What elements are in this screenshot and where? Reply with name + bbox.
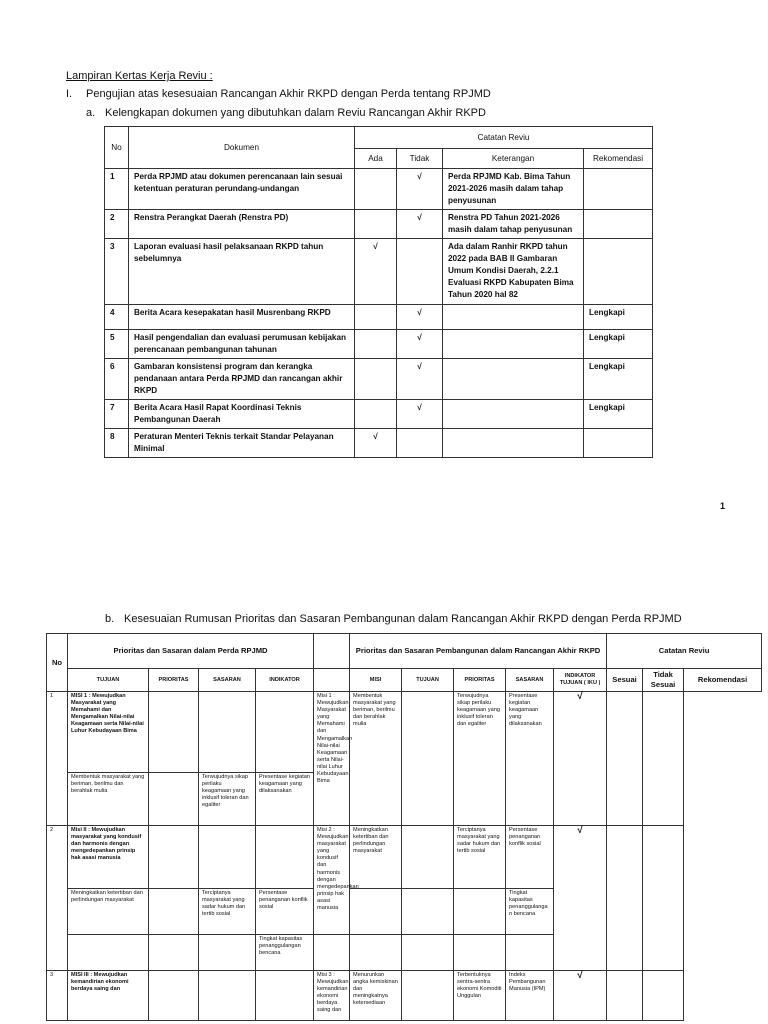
cell-sub2-misi	[314, 935, 350, 971]
cell-no: 7	[105, 400, 129, 429]
cell-tidak: √	[397, 359, 443, 400]
cell-no: 5	[105, 330, 129, 359]
table-row	[105, 239, 653, 305]
header-sesuai: Sesuai	[607, 669, 643, 692]
cell-sub-indikator: Persentase penanganan konflik sosial	[256, 889, 314, 935]
header-tujuan-rkpd: TUJUAN	[402, 669, 454, 692]
cell-keterangan	[443, 330, 584, 359]
cell-rekomendasi: Lengkapi	[584, 359, 653, 400]
header-no: No	[105, 127, 129, 169]
table-row	[105, 359, 653, 400]
cell-no: 8	[105, 429, 129, 458]
cell-misi: Misi 2 : Mewujudkan masyarakat yang kondusif dan harmonis dengan mengedepankan prinsip hak asasi manusia	[314, 826, 350, 935]
cell-sub-sasaran: Terciptanya masyarakat yang sadar hukum dan tertib sosial	[199, 889, 256, 935]
cell-sub-prioritas-rkpd	[402, 889, 454, 935]
cell-sub2-indikator: Tingkat kapasitas penanggulangan bencana	[256, 935, 314, 971]
item-b-number: b.	[105, 613, 115, 625]
cell-sub2-prioritas	[149, 935, 199, 971]
cell-keterangan: Perda RPJMD Kab. Bima Tahun 2021-2026 masih dalam tahap penyusunan	[443, 169, 584, 210]
header-misi: MISI	[350, 669, 402, 692]
item-b-text: Kesesuaian Rumusan Prioritas dan Sasaran Pembangunan dalam Rancangan Akhir RKPD dengan Perda RPJMD	[124, 613, 682, 625]
cell-sub-prioritas	[149, 889, 199, 935]
cell-prioritas-rkpd	[402, 971, 454, 1021]
cell-prioritas	[149, 826, 199, 889]
cell-sub-indikator: Presentase kegiatan keagamaan yang dilaksanakan	[256, 773, 314, 826]
header-rpjmd-gap	[314, 634, 350, 669]
table-row	[105, 169, 653, 210]
cell-no: 1	[47, 692, 68, 826]
cell-keterangan: Ada dalam Ranhir RKPD tahun 2022 pada BAB II Gambaran Umum Kondisi Daerah, 2.2.1 Evaluasi RKPD Kabupaten Bima Tahun 2020 hal 82	[443, 239, 584, 305]
cell-no: 3	[47, 971, 68, 1021]
cell-sub-tujuan: Membentuk masyarakat yang beriman, berilmu dan berahlak mulia	[68, 773, 149, 826]
cell-dokumen: Gambaran konsistensi program dan kerangka pendanaan antara Perda RPJMD dan rancangan akhir RKPD	[129, 359, 355, 400]
cell-dokumen: Berita Acara Hasil Rapat Koordinasi Teknis Pembangunan Daerah	[129, 400, 355, 429]
cell-rekomendasi	[643, 971, 684, 1021]
header-catatan-reviu: Catatan Reviu	[607, 634, 762, 669]
cell-tujuan-rkpd: Menurunkan angka kemiskinan dan meningkatnya ketersediaan	[350, 971, 402, 1021]
cell-tidak: √	[397, 210, 443, 239]
cell-ada	[355, 305, 397, 330]
cell-sub2-tujuan-rkpd	[350, 935, 402, 971]
table-row	[47, 971, 762, 1021]
cell-sub-indikator-tujuan: Tingkat kapasitas penanggulanga n bencana	[506, 889, 554, 935]
cell-dokumen: Renstra Perangkat Daerah (Renstra PD)	[129, 210, 355, 239]
cell-tidak-sesuai	[607, 971, 643, 1021]
cell-prioritas	[149, 971, 199, 1021]
cell-tujuan-rkpd: Meningkatkan ketertiban dan perlindungan masyarakat	[350, 826, 402, 889]
cell-indikator-tujuan: Indeks Pembangunan Manusia (IPM)	[506, 971, 554, 1021]
cell-tidak-sesuai	[607, 692, 643, 826]
cell-ada	[355, 210, 397, 239]
cell-keterangan	[443, 400, 584, 429]
header-sasaran-rkpd: SASARAN	[506, 669, 554, 692]
cell-indikator	[256, 692, 314, 773]
cell-sub2-tujuan	[68, 935, 149, 971]
header-indikator: INDIKATOR	[256, 669, 314, 692]
cell-no: 2	[47, 826, 68, 971]
cell-indikator-tujuan: Persentase penanganan konflik sosial	[506, 826, 554, 889]
header-tujuan: TUJUAN	[68, 669, 149, 692]
cell-sasaran-rkpd: Terbentuknya sentra-sentra ekonomi Komoditi Unggulan	[454, 971, 506, 1021]
header-rekomendasi: Rekomendasi	[584, 149, 653, 169]
cell-dokumen: Peraturan Menteri Teknis terkait Standar Pelayanan Minimal	[129, 429, 355, 458]
header-rkpd: Prioritas dan Sasaran Pembangunan dalam Rancangan Akhir RKPD	[350, 634, 607, 669]
cell-tidak: √	[397, 169, 443, 210]
cell-rekomendasi: Lengkapi	[584, 305, 653, 330]
cell-no: 4	[105, 305, 129, 330]
cell-sub2-sasaran-rkpd	[454, 935, 506, 971]
header-spacer	[314, 669, 350, 692]
cell-sub-sasaran: Terwujudnya sikap perilaku keagamaan yang inklusif toleran dan egaliter	[199, 773, 256, 826]
cell-no: 6	[105, 359, 129, 400]
header-prioritas: PRIORITAS	[149, 669, 199, 692]
cell-no: 1	[105, 169, 129, 210]
header-ada: Ada	[355, 149, 397, 169]
cell-keterangan	[443, 305, 584, 330]
cell-keterangan: Renstra PD Tahun 2021-2026 masih dalam tahap penyusunan	[443, 210, 584, 239]
cell-sesuai: √	[554, 826, 607, 971]
cell-sub2-indikator-tujuan	[506, 935, 554, 971]
header-rpjmd: Prioritas dan Sasaran dalam Perda RPJMD	[68, 634, 314, 669]
table-row	[47, 826, 762, 889]
cell-keterangan	[443, 429, 584, 458]
priority-alignment-table	[46, 633, 762, 1021]
cell-tidak	[397, 239, 443, 305]
cell-sub2-sasaran	[199, 935, 256, 971]
cell-sub-tujuan: Meningkatkan ketertiban dan perlindungan masyarakat	[68, 889, 149, 935]
cell-rekomendasi	[584, 210, 653, 239]
cell-rekomendasi	[643, 692, 684, 826]
cell-rekomendasi: Lengkapi	[584, 330, 653, 359]
cell-tidak: √	[397, 400, 443, 429]
cell-dokumen: Hasil pengendalian dan evaluasi perumusan kebijakan perencanaan pembangunan tahunan	[129, 330, 355, 359]
cell-dokumen: Perda RPJMD atau dokumen perencanaan lain sesuai ketentuan peraturan perundang-undangan	[129, 169, 355, 210]
header-no: No	[47, 634, 68, 692]
table-row	[47, 692, 762, 773]
cell-misi: Misi 1 : Mewujudkan Masyarakat yang Memahami dan Mengamalkan Nilai-nilai Keagamaan serta Nilai-nilai Luhur Kebudayaan Bima	[314, 692, 350, 826]
cell-rekomendasi: Lengkapi	[584, 400, 653, 429]
cell-tidak: √	[397, 305, 443, 330]
cell-dokumen: Berita Acara kesepakatan hasil Musrenbang RKPD	[129, 305, 355, 330]
header-rekomendasi: Rekomendasi	[684, 669, 762, 692]
header-prioritas-rkpd: PRIORITAS	[454, 669, 506, 692]
cell-no: 2	[105, 210, 129, 239]
cell-prioritas-rkpd	[402, 826, 454, 889]
cell-sub2-prioritas-rkpd	[402, 935, 454, 971]
cell-dokumen: Laporan evaluasi hasil pelaksanaan RKPD tahun sebelumnya	[129, 239, 355, 305]
cell-ada	[355, 330, 397, 359]
cell-tujuan-rkpd: Membentuk masyarakat yang beriman, berilmu dan berahlak mulia	[350, 692, 402, 826]
cell-sasaran	[199, 692, 256, 773]
item-a-text: Kelengkapan dokumen yang dibutuhkan dalam Reviu Rancangan Akhir RKPD	[105, 107, 486, 119]
header-sasaran: SASARAN	[199, 669, 256, 692]
cell-tujuan: MISI III : Mewujudkan kemandirian ekonomi berdaya saing dan	[68, 971, 149, 1021]
cell-prioritas	[149, 692, 199, 773]
document-completeness-table	[104, 126, 653, 458]
cell-tidak-sesuai	[607, 826, 643, 971]
cell-no: 3	[105, 239, 129, 305]
cell-rekomendasi	[584, 429, 653, 458]
cell-sesuai: √	[554, 692, 607, 826]
cell-sub-prioritas	[149, 773, 199, 826]
table-row	[105, 400, 653, 429]
header-catatan-reviu: Catatan Reviu	[355, 127, 653, 149]
cell-ada	[355, 400, 397, 429]
cell-ada	[355, 359, 397, 400]
cell-ada: √	[355, 239, 397, 305]
cell-misi: Misi 3 : Mewujudkan kemandirian ekonomi berdaya saing dan	[314, 971, 350, 1021]
cell-sub-tujuan-rkpd	[350, 889, 402, 935]
table-row	[105, 429, 653, 458]
cell-rekomendasi	[584, 169, 653, 210]
cell-tujuan: Misi II : Mewujudkan masyarakat yang kondusif dan harmonis dengan mengedepankan prinsip hak asasi manusia	[68, 826, 149, 889]
header-keterangan: Keterangan	[443, 149, 584, 169]
cell-tidak	[397, 429, 443, 458]
cell-sasaran	[199, 971, 256, 1021]
cell-rekomendasi	[584, 239, 653, 305]
header-dokumen: Dokumen	[129, 127, 355, 169]
cell-tidak: √	[397, 330, 443, 359]
header-indikator-tujuan: INDIKATOR TUJUAN ( IKU )	[554, 669, 607, 692]
cell-sasaran	[199, 826, 256, 889]
cell-sasaran-rkpd: Terwujudnya sikap perilaku keagamaan yang inklusif toleran dan egaliter	[454, 692, 506, 826]
item-i-number: I.	[66, 88, 73, 100]
header-tidak-sesuai: Tidak Sesuai	[643, 669, 684, 692]
table-row	[105, 210, 653, 239]
cell-sesuai: √	[554, 971, 607, 1021]
cell-rekomendasi	[643, 826, 684, 971]
cell-prioritas-rkpd	[402, 692, 454, 826]
cell-tujuan: MISI 1 : Mewujudkan Masyarakat yang Memahami dan Mengamalkan Nilai-nilai Keagamaan serta Nilai-nilai Luhur Kebudayaan Bima	[68, 692, 149, 773]
item-i-text: Pengujian atas kesesuaian Rancangan Akhir RKPD dengan Perda tentang RPJMD	[86, 88, 491, 100]
cell-indikator-tujuan: Presentase kegiatan keagamaan yang dilaksanakan	[506, 692, 554, 826]
cell-indikator	[256, 971, 314, 1021]
cell-keterangan	[443, 359, 584, 400]
item-a-number: a.	[86, 107, 96, 119]
table-row	[105, 330, 653, 359]
cell-sub-sasaran-rkpd	[454, 889, 506, 935]
section-title: Lampiran Kertas Kerja Reviu :	[66, 70, 213, 82]
cell-ada: √	[355, 429, 397, 458]
table-row	[105, 305, 653, 330]
cell-indikator	[256, 826, 314, 889]
cell-ada	[355, 169, 397, 210]
header-tidak: Tidak	[397, 149, 443, 169]
cell-sasaran-rkpd: Terciptanya masyarakat yang sadar hukum dan tertib sosial	[454, 826, 506, 889]
page-number: 1	[720, 501, 726, 511]
